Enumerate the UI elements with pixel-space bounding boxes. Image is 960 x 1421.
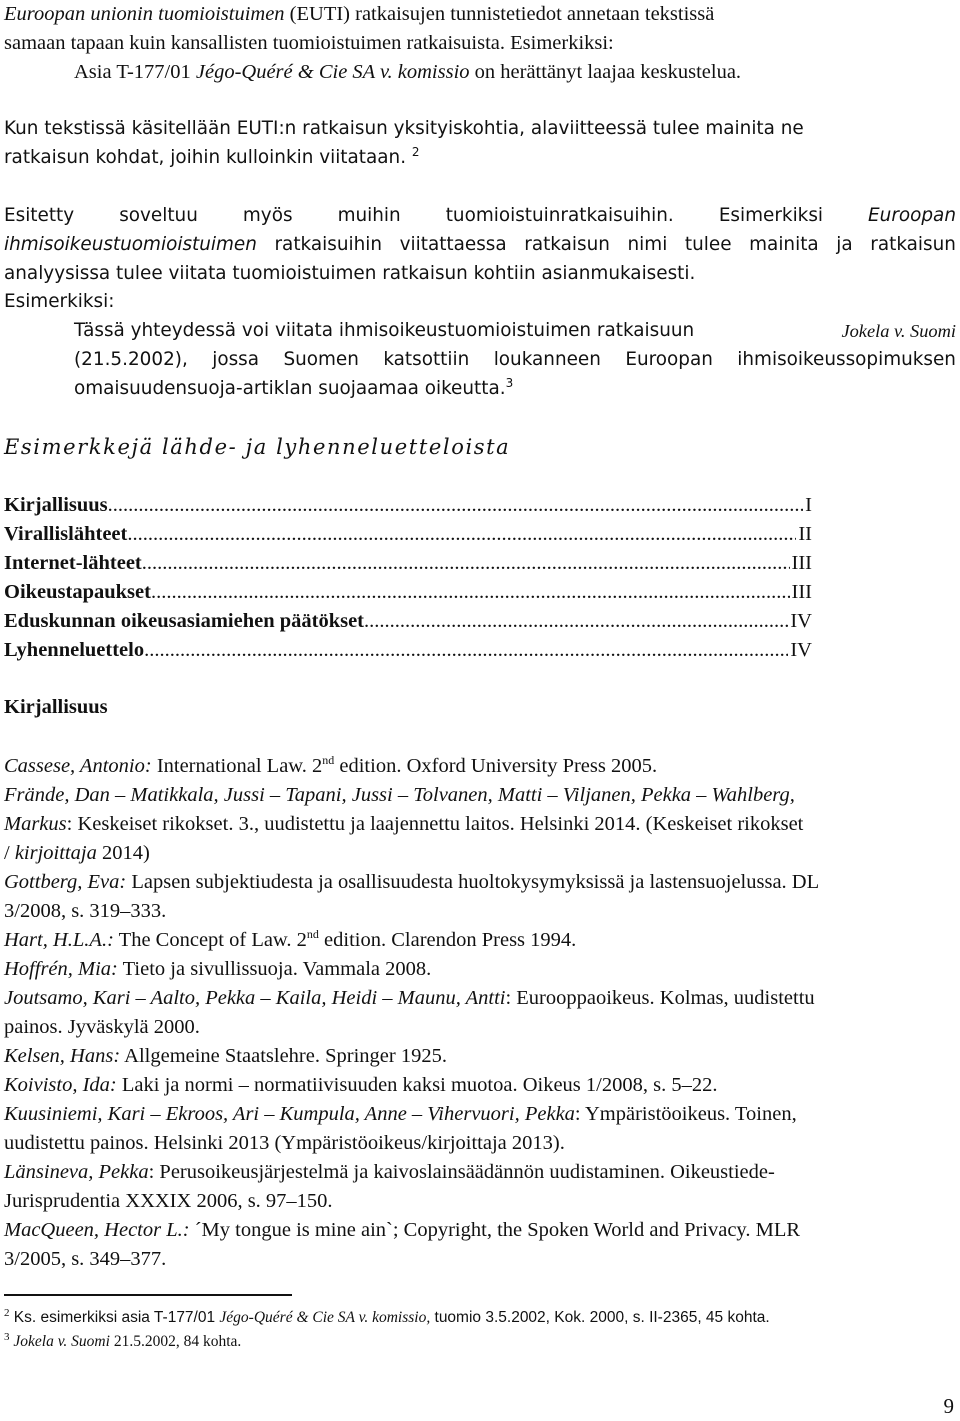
word: Euroopan xyxy=(625,349,713,370)
toc-label: Kirjallisuus xyxy=(4,494,108,516)
paragraph-line xyxy=(4,146,420,170)
toc-page: III xyxy=(791,581,812,603)
text: tuomio 3.5.2002, Kok. 2000, s. II-2365, 45 kohta. xyxy=(430,1309,770,1326)
footnote-separator xyxy=(4,1294,292,1296)
word: myös xyxy=(242,205,293,226)
footnote xyxy=(4,1306,770,1327)
toc-leader xyxy=(144,638,788,662)
word: muihin xyxy=(337,205,401,226)
text: (EUTI) ratkaisujen tunnistetiedot annetaan tekstissä xyxy=(284,3,715,25)
word: loukanneen xyxy=(493,349,601,370)
reference-entry xyxy=(4,1102,797,1126)
reference-entry xyxy=(4,928,576,952)
text: Tässä yhteydessä voi viitata ihmisoikeustuomioistuimen ratkaisuun xyxy=(74,320,695,341)
toc-page: II xyxy=(798,523,812,545)
reference-entry xyxy=(4,1073,717,1097)
reference-entry xyxy=(4,1160,775,1184)
example-line xyxy=(74,60,741,84)
toc-page: III xyxy=(791,552,812,574)
ref-author: Frände, Dan – Matikkala, Jussi – Tapani, Jussi – Tolvanen, Matti – Viljanen, Pekka – Wahlberg, xyxy=(4,784,795,806)
text: samaan tapaan kuin kansallisten tuomioistuimen ratkaisuista. Esimerkiksi: xyxy=(4,32,614,54)
word: tulee xyxy=(684,234,732,255)
word: soveltuu xyxy=(119,205,198,226)
word: nimi xyxy=(627,234,668,255)
ref-author: Gottberg, Eva: xyxy=(4,871,127,893)
word: tuomioistuinratkaisuihin. xyxy=(445,205,674,226)
toc-row[interactable] xyxy=(4,609,812,633)
word: Esitetty xyxy=(4,205,75,226)
italic-text: Euroopan unionin tuomioistuimen xyxy=(4,3,285,25)
reference-entry-cont xyxy=(4,1131,565,1155)
toc-page: IV xyxy=(790,610,812,632)
text: : Keskeiset rikokset. 3., uudistettu ja laajennettu laitos. Helsinki 2014. (Keskeiset rikokset xyxy=(66,813,804,835)
ref-author: Koivisto, Ida: xyxy=(4,1074,117,1096)
text: ´My tongue is mine ain`; Copyright, the Spoken World and Privacy. MLR xyxy=(189,1219,801,1241)
toc-row[interactable] xyxy=(4,551,812,575)
footnote-number: 3 xyxy=(4,1330,10,1343)
ref-author: MacQueen, Hector L.: xyxy=(4,1219,190,1241)
word: (21.5.2002), xyxy=(74,349,188,370)
toc-row[interactable] xyxy=(4,638,812,662)
text: on herättänyt laajaa keskustelua. xyxy=(469,61,742,83)
text: painos. Jyväskylä 2000. xyxy=(4,1016,200,1038)
paragraph-line xyxy=(4,31,614,55)
text: : Ympäristöoikeus. Toinen, xyxy=(574,1103,797,1125)
paragraph-line xyxy=(4,2,714,26)
toc-leader xyxy=(127,522,796,546)
toc-leader xyxy=(364,609,788,633)
reference-entry-cont xyxy=(4,841,150,865)
paragraph-line xyxy=(4,233,956,257)
case-name: Jégo-Quéré & Cie SA v. komissio, xyxy=(219,1309,431,1326)
word: ratkaisuihin xyxy=(274,234,383,255)
word: ratkaisun xyxy=(524,234,610,255)
paragraph-line xyxy=(4,204,956,228)
toc-row[interactable] xyxy=(4,580,812,604)
text: Allgemeine Staatslehre. Springer 1925. xyxy=(120,1045,447,1067)
text: Asia T-177/01 xyxy=(74,61,196,83)
ref-author: Markus xyxy=(4,813,67,835)
toc-label: Virallislähteet xyxy=(4,523,128,545)
word: ihmisoikeussopimuksen xyxy=(737,349,956,370)
footnote-number: 2 xyxy=(4,1306,10,1319)
example-line xyxy=(74,348,956,372)
text: / xyxy=(4,842,15,864)
ref-author: Kelsen, Hans: xyxy=(4,1045,121,1067)
text: Tieto ja sivullissuoja. Vammala 2008. xyxy=(117,958,432,980)
footnote-ref: 2 xyxy=(411,144,420,159)
word: ratkaisun xyxy=(870,234,956,255)
word: jossa xyxy=(212,349,260,370)
text: The Concept of Law. 2 xyxy=(113,929,307,951)
paragraph-line xyxy=(4,290,114,314)
example-line xyxy=(74,319,956,343)
text: Jurisprudentia XXXIX 2006, s. 97–150. xyxy=(4,1190,333,1212)
reference-entry xyxy=(4,783,795,807)
reference-entry xyxy=(4,870,819,894)
text: 2014) xyxy=(96,842,150,864)
text: omaisuudensuoja-artiklan suojaamaa oikeutta. xyxy=(74,378,506,399)
text: edition. Oxford University Press 2005. xyxy=(334,755,658,777)
toc-row[interactable] xyxy=(4,493,812,517)
reference-entry-cont xyxy=(4,1015,200,1039)
toc-page: I xyxy=(805,494,812,516)
text: analyysissa tulee viitata tuomioistuimen ratkaisun kohtiin asianmukaisesti. xyxy=(4,263,696,284)
reference-entry xyxy=(4,1218,800,1242)
page-number: 9 xyxy=(943,1394,954,1418)
reference-entry-cont xyxy=(4,1189,333,1213)
ref-author: Hart, H.L.A.: xyxy=(4,929,114,951)
word: viitattaessa xyxy=(399,234,507,255)
superscript: nd xyxy=(306,927,319,942)
ref-author: Joutsamo, Kari – Aalto, Pekka – Kaila, Heidi – Maunu, Antti xyxy=(4,987,506,1009)
text: 3/2005, s. 349–377. xyxy=(4,1248,167,1270)
case-name: Jokela v. Suomi xyxy=(841,321,956,341)
reference-entry-cont xyxy=(4,1247,166,1271)
text: : Perusoikeusjärjestelmä ja kaivoslainsäädännön uudistaminen. Oikeustiede- xyxy=(148,1161,775,1183)
word: mainita xyxy=(749,234,819,255)
example-line xyxy=(74,377,513,401)
reference-entry xyxy=(4,754,657,778)
paragraph-line xyxy=(4,117,804,141)
text: Kun tekstissä käsitellään EUTI:n ratkaisun yksityiskohtia, alaviitteessä tulee mainita ne xyxy=(4,118,804,139)
text: International Law. 2 xyxy=(151,755,323,777)
word: Suomen xyxy=(283,349,359,370)
footnote-ref: 3 xyxy=(505,375,514,390)
word: Esimerkiksi xyxy=(718,205,824,226)
text: : Eurooppaoikeus. Kolmas, uudistettu xyxy=(505,987,815,1009)
text: 21.5.2002, 84 kohta. xyxy=(109,1333,242,1350)
word: katsottiin xyxy=(383,349,470,370)
toc-row[interactable] xyxy=(4,522,812,546)
reference-entry-cont xyxy=(4,812,803,836)
text: Laki ja normi – normatiivisuuden kaksi muotoa. Oikeus 1/2008, s. 5–22. xyxy=(116,1074,718,1096)
text: 3/2008, s. 319–333. xyxy=(4,900,167,922)
text: Ks. esimerkiksi asia T-177/01 xyxy=(9,1309,220,1326)
ref-author: Hoffrén, Mia: xyxy=(4,958,118,980)
toc-label: Lyhenneluettelo xyxy=(4,639,145,661)
text: ratkaisun kohdat, joihin kulloinkin viitataan. xyxy=(4,147,407,168)
toc-label: Internet-lähteet xyxy=(4,552,142,574)
toc-label: Oikeustapaukset xyxy=(4,581,151,603)
footnote xyxy=(4,1330,242,1351)
superscript: nd xyxy=(322,753,335,768)
italic-text: kirjoittaja xyxy=(14,842,97,864)
text: edition. Clarendon Press 1994. xyxy=(318,929,577,951)
toc-leader xyxy=(142,551,790,575)
toc-page: IV xyxy=(790,639,812,661)
case-name: Jégo-Quéré & Cie SA v. komissio xyxy=(195,61,470,83)
text: uudistettu painos. Helsinki 2013 (Ympäristöoikeus/kirjoittaja 2013). xyxy=(4,1132,565,1154)
paragraph-line xyxy=(4,262,695,286)
ref-author: Länsineva, Pekka xyxy=(4,1161,149,1183)
text: Esimerkiksi: xyxy=(4,291,115,312)
word: ja xyxy=(836,234,853,255)
ref-author: Kuusiniemi, Kari – Ekroos, Ari – Kumpula, Anne – Vihervuori, Pekka xyxy=(4,1103,575,1125)
ref-author: Cassese, Antonio: xyxy=(4,755,152,777)
italic-text: Euroopan xyxy=(868,205,956,226)
case-name: Jokela v. Suomi xyxy=(13,1333,110,1350)
reference-entry xyxy=(4,957,431,981)
reference-entry xyxy=(4,986,815,1010)
toc-label: Eduskunnan oikeusasiamiehen päätökset xyxy=(4,610,365,632)
italic-text: ihmisoikeustuomioistuimen xyxy=(4,234,257,255)
toc-leader xyxy=(151,580,790,604)
section-heading: Esimerkkejä lähde- ja lyhenneluetteloista xyxy=(4,435,511,459)
toc-leader xyxy=(108,493,804,517)
reference-entry xyxy=(4,1044,447,1068)
text: Lapsen subjektiudesta ja osallisuudesta huoltokysymyksissä ja lastensuojelussa. DL xyxy=(126,871,820,893)
section-title: Kirjallisuus xyxy=(4,696,108,718)
reference-entry-cont xyxy=(4,899,166,923)
